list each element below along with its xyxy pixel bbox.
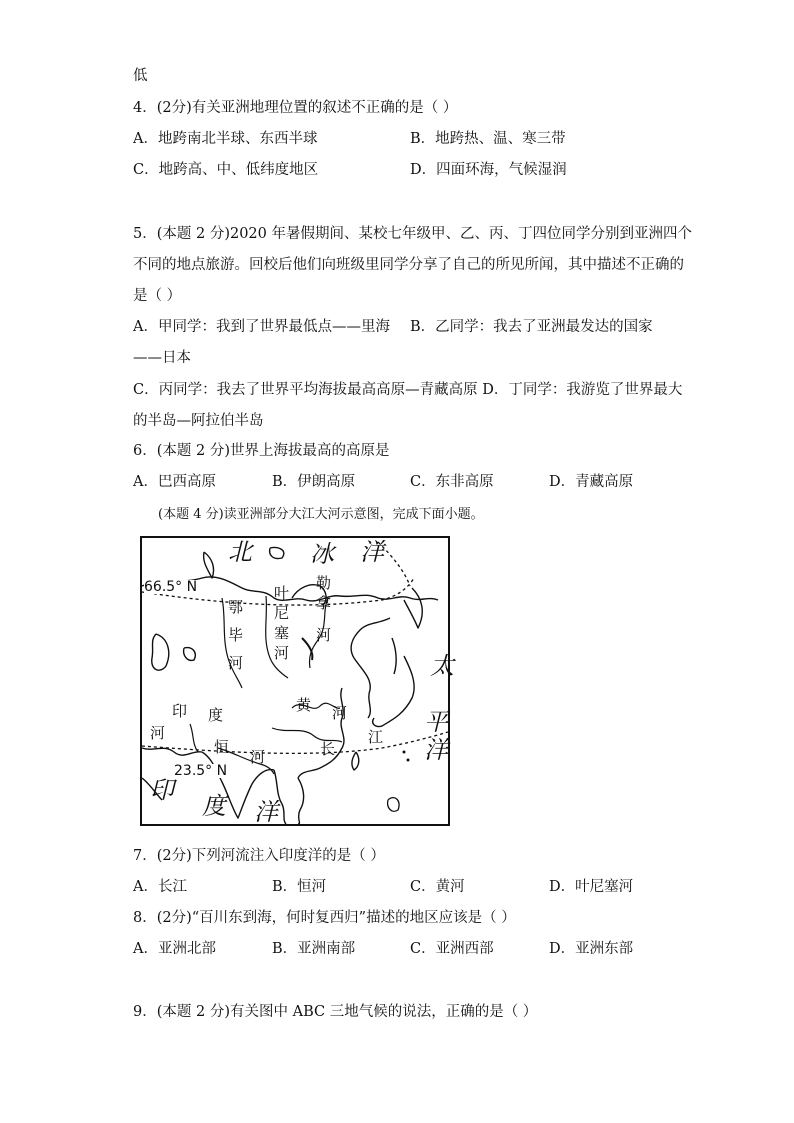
- question-5-option-d-continued: 的半岛—阿拉伯半岛: [133, 413, 264, 429]
- yenisei-river-label-4: 河: [274, 644, 290, 662]
- yangtze-river-label-2: 江: [368, 728, 384, 746]
- pacific-ocean-char-3: 洋: [424, 736, 448, 764]
- question-4-option-c: C．地跨高、中、低纬度地区: [133, 162, 319, 178]
- question-8-option-b: B．亚洲南部: [272, 941, 356, 957]
- question-8-option-c: C．亚洲西部: [410, 941, 494, 957]
- pacific-ocean-char-2: 平: [424, 708, 448, 736]
- question-9-stem: 9．(本题 2 分)有关图中 ABC 三地气候的说法，正确的是（ ）: [133, 1004, 538, 1020]
- taiwan: [352, 752, 359, 770]
- yenisei-river-label-3: 塞: [274, 624, 290, 642]
- lena-river-label-1: 勒: [316, 574, 332, 592]
- lake-baikal: [302, 638, 312, 660]
- ob-river-label-3: 河: [228, 654, 244, 672]
- caspian-sea: [152, 634, 169, 670]
- question-8-stem: 8．(2分)“百川东到海，何时复西归”描述的地区应该是（ ）: [133, 910, 516, 926]
- question-5-option-a: A．甲同学：我到了世界最低点——里海: [133, 319, 390, 335]
- indus-river-line: [190, 724, 198, 752]
- question-4-stem: 4．(2分)有关亚洲地理位置的叙述不正确的是（ ）: [133, 100, 458, 116]
- korea-coast: [354, 658, 370, 718]
- latitude-label-23-5: 23.5° N: [174, 763, 228, 779]
- ob-river-label-2: 毕: [228, 626, 244, 644]
- ob-river-label-1: 鄂: [228, 598, 244, 616]
- aral-sea: [184, 648, 196, 661]
- island-dot: [407, 759, 410, 762]
- ganges-river-label-1: 恒: [214, 738, 230, 756]
- map-caption: (本题 4 分)读亚洲部分大江大河示意图，完成下面小题。: [158, 507, 484, 522]
- lena-river-label-3: 河: [316, 626, 332, 644]
- question-6-option-a: A．巴西高原: [133, 474, 216, 490]
- yellow-river-label-2: 河: [332, 704, 348, 722]
- indochina-coast: [298, 778, 304, 824]
- question-5-stem-line-1: 5．(本题 2 分)2020 年暑假期间、某校七年级甲、乙、丙、丁四位同学分别到亚洲四个: [133, 226, 692, 242]
- question-4-option-d: D．四面环海，气候湿润: [410, 162, 567, 178]
- question-5-option-b: B．乙同学：我去了亚洲最发达的国家: [410, 319, 653, 335]
- question-7-option-d: D．叶尼塞河: [549, 879, 634, 895]
- question-7-option-c: C．黄河: [410, 879, 465, 895]
- question-7-option-a: A．长江: [133, 879, 187, 895]
- indian-ocean-char-2: 度: [202, 792, 226, 820]
- sakhalin: [392, 638, 396, 674]
- arctic-island: [270, 547, 284, 558]
- indus-river-label-2: 度: [208, 706, 224, 724]
- question-5-option-b-continued: ——日本: [133, 350, 191, 366]
- island-dot: [403, 751, 406, 754]
- yenisei-river-label-2: 尼: [274, 604, 290, 622]
- question-6-option-b: B．伊朗高原: [272, 474, 356, 490]
- latitude-label-66-5: 66.5° N: [144, 579, 198, 595]
- question-4-option-b: B．地跨热、温、寒三带: [410, 131, 566, 147]
- arabia-coast: [142, 748, 202, 755]
- indian-ocean-char-3: 洋: [254, 798, 278, 826]
- arctic-ocean-char-2: 冰: [310, 540, 334, 568]
- question-7-option-b: B．恒河: [272, 879, 327, 895]
- question-5-option-c: C．丙同学：我去了世界平均海拔最高高原—青藏高原 D．丁同学：我游览了世界最大: [133, 382, 683, 398]
- question-7-stem: 7．(2分)下列河流注入印度洋的是（ ）: [133, 848, 385, 864]
- okhotsk-coast: [351, 618, 390, 658]
- question-6-option-c: C．东非高原: [410, 474, 494, 490]
- tropic-of-cancer-line: [142, 728, 448, 756]
- question-4-option-a: A．地跨南北半球、东西半球: [133, 131, 318, 147]
- philippines: [388, 798, 399, 812]
- kamchatka: [404, 588, 422, 628]
- indus-river-label-3: 河: [150, 724, 166, 742]
- yellow-river-label-1: 黄: [296, 696, 312, 714]
- pacific-ocean-char-1: 太: [430, 652, 454, 680]
- ganges-river-label-2: 河: [250, 748, 266, 766]
- arctic-ocean-char-3: 洋: [360, 538, 384, 566]
- question-8-option-d: D．亚洲东部: [549, 941, 634, 957]
- previous-question-tail: 低: [133, 68, 148, 84]
- question-6-option-d: D．青藏高原: [549, 474, 634, 490]
- yangtze-river-label-1: 长: [320, 740, 336, 758]
- asia-rivers-map: [140, 536, 454, 826]
- indian-ocean-char-1: 印: [150, 776, 174, 804]
- question-5-stem-line-3: 是（ ）: [133, 288, 182, 304]
- question-6-stem: 6．(本题 2 分)世界上海拔最高的高原是: [133, 443, 390, 459]
- question-5-stem-line-2: 不同的地点旅游。回校后他们向班级里同学分享了自己的所见所闻，其中描述不正确的: [133, 257, 684, 273]
- novaya-zemlya: [204, 552, 214, 578]
- lena-river-label-2: 拿: [316, 594, 332, 612]
- japan: [373, 656, 414, 727]
- indus-river-label-1: 印: [172, 702, 188, 720]
- arctic-ocean-char-1: 北: [228, 538, 252, 566]
- yenisei-river-label-1: 叶: [274, 584, 290, 602]
- question-8-option-a: A．亚洲北部: [133, 941, 216, 957]
